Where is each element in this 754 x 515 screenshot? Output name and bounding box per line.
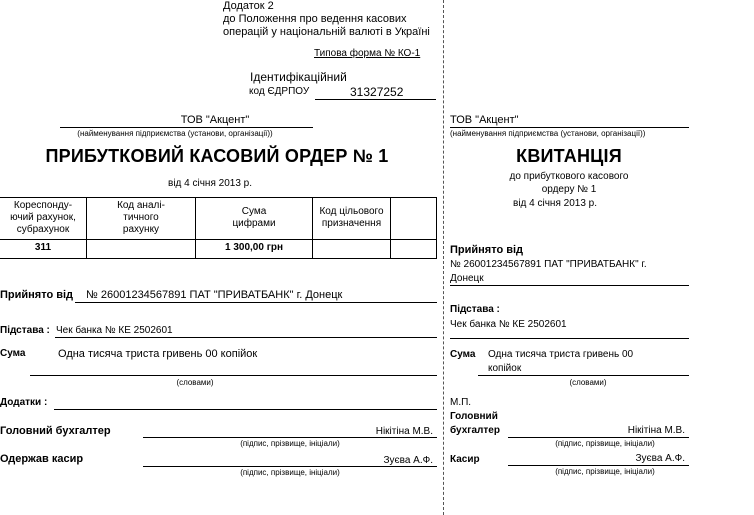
- receipt-chief-name: Нікітіна М.В.: [627, 425, 685, 436]
- receipt-sum-underline: [478, 375, 689, 376]
- receipt-sum-label: Сума: [450, 349, 476, 360]
- receipt-date: від 4 січня 2013 р.: [513, 198, 597, 209]
- receipt-sign-caption: (підпис, прізвище, ініціали): [555, 439, 655, 448]
- receipt-cashier-label: Касир: [450, 454, 480, 465]
- receipt-company: ТОВ "Акцент": [450, 114, 519, 126]
- receipt-basis-value: Чек банка № КЕ 2502601: [450, 319, 567, 330]
- order-company-underline: [60, 127, 313, 128]
- th-purpose: Код цільового призначення: [319, 206, 384, 229]
- order-title: ПРИБУТКОВИЙ КАСОВИЙ ОРДЕР № 1: [45, 146, 389, 166]
- appendix-line-2: до Положення про ведення касових: [223, 13, 407, 25]
- table-col-divider: [390, 197, 391, 258]
- receipt-sum-line-1: Одна тисяча триста гривень 00: [488, 349, 634, 360]
- appendix-line-3: операцій у національній валюті в Україні: [223, 26, 430, 38]
- edrpou-value: 31327252: [350, 85, 404, 99]
- order-table-row-divider: [0, 239, 437, 240]
- edrpou-underline: [315, 99, 436, 100]
- th-account: Кореспонду- ючий рахунок, субрахунок: [10, 200, 76, 235]
- order-sum-underline: [30, 375, 437, 376]
- form-type: Типова форма № КО-1: [314, 48, 421, 59]
- td-account: 311: [34, 242, 52, 253]
- order-basis-value: Чек банка № КЕ 2502601: [56, 325, 173, 336]
- receipt-received-line-1: № 26001234567891 ПАТ "ПРИВАТБАНК" г.: [450, 259, 647, 270]
- order-words-caption: (словами): [176, 378, 214, 387]
- order-chief-name: Нікітіна М.В.: [375, 426, 433, 437]
- appendix-line-1: Додаток 2: [223, 0, 274, 12]
- receipt-title: КВИТАНЦІЯ: [516, 146, 622, 166]
- edrpou-label: код ЄДРПОУ: [249, 86, 310, 97]
- receipt-chief-label-2: бухгалтер: [450, 425, 500, 436]
- receipt-sum-line-2: копійок: [488, 363, 522, 374]
- receipt-received-label: Прийнято від: [450, 244, 524, 256]
- order-cashier-name: Зуєва А.Ф.: [383, 455, 433, 466]
- receipt-chief-label-1: Головний: [450, 411, 498, 422]
- id-label: Ідентифікаційний: [250, 70, 347, 84]
- order-chief-label: Головний бухгалтер: [0, 425, 111, 437]
- receipt-basis-underline: [450, 338, 689, 339]
- receipt-sub-1: до прибуткового касового: [509, 171, 629, 182]
- receipt-company-caption: (найменування підприємства (установи, організації)): [450, 129, 646, 138]
- receipt-received-line-2: Донецк: [450, 273, 484, 284]
- order-received-underline: [75, 302, 437, 303]
- order-cashier-underline: [143, 466, 437, 467]
- td-sum: 1 300,00 грн: [224, 242, 284, 253]
- receipt-company-underline: [450, 127, 689, 128]
- order-received-value: № 26001234567891 ПАТ "ПРИВАТБАНК" г. Донецк: [86, 289, 343, 301]
- receipt-mp: М.П.: [450, 397, 472, 408]
- receipt-words-caption: (словами): [569, 378, 607, 387]
- receipt-cashier-name: Зуєва А.Ф.: [635, 453, 685, 464]
- order-chief-underline: [143, 437, 437, 438]
- order-sign-caption-2: (підпис, прізвище, ініціали): [240, 468, 340, 477]
- order-attachments-label: Додатки :: [0, 397, 48, 408]
- order-sum-value: Одна тисяча триста гривень 00 копійок: [58, 348, 258, 360]
- order-company: ТОВ "Акцент": [180, 114, 250, 126]
- receipt-sub-2: ордеру № 1: [541, 184, 597, 195]
- receipt-chief-underline: [508, 437, 689, 438]
- cut-line: [443, 0, 444, 515]
- th-analytic: Код аналі- тичного рахунку: [117, 200, 165, 235]
- order-company-caption: (найменування підприємства (установи, організації)): [77, 129, 273, 138]
- receipt-sign-caption-2: (підпис, прізвище, ініціали): [555, 467, 655, 476]
- receipt-cashier-underline: [508, 465, 689, 466]
- order-sign-caption: (підпис, прізвище, ініціали): [240, 439, 340, 448]
- order-attachments-underline: [54, 409, 437, 410]
- th-sum: Сума цифрами: [232, 206, 276, 229]
- order-received-label: Прийнято від: [0, 289, 74, 301]
- receipt-received-underline: [450, 285, 689, 286]
- order-sum-label: Сума: [0, 348, 26, 359]
- order-basis-underline: [55, 337, 437, 338]
- order-basis-label: Підстава :: [0, 325, 50, 336]
- order-cashier-label: Одержав касир: [0, 453, 84, 465]
- order-date: від 4 січня 2013 р.: [168, 178, 252, 189]
- receipt-basis-label: Підстава :: [450, 304, 500, 315]
